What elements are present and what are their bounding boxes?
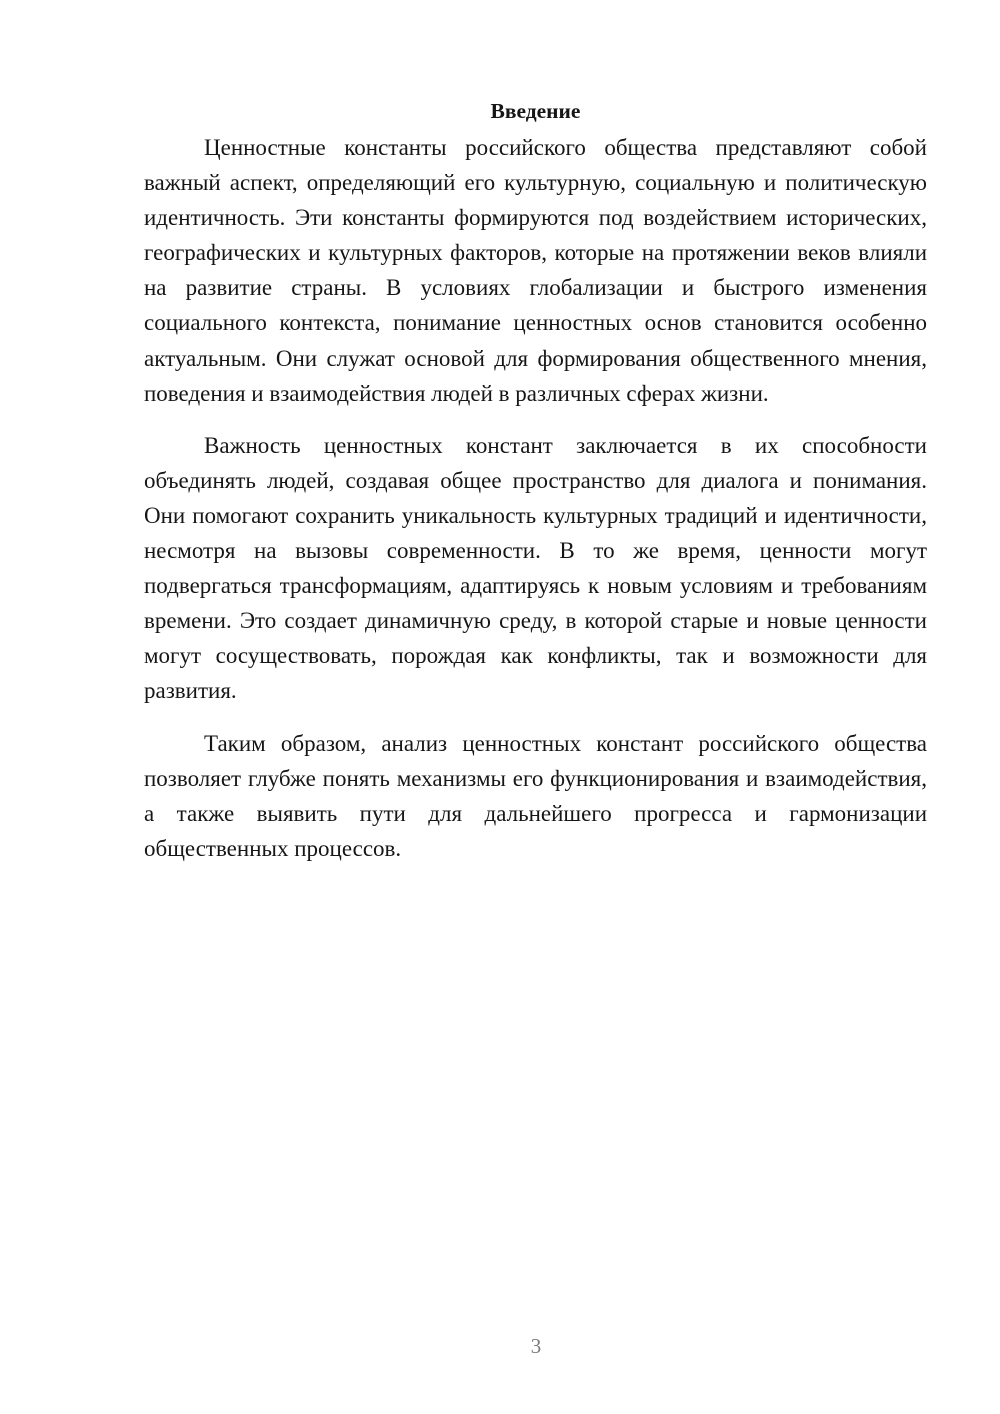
paragraph-3: Таким образом, анализ ценностных констант российского общества позволяет глубже понять механизмы его функционирования и взаимодействия, а также выявить пути для дальнейшего прогресса и гармонизации общественных процессов. xyxy=(144,730,927,861)
page-content xyxy=(144,94,927,866)
paragraph-1: Ценностные константы российского общества представляют собой важный аспект, определяющий его культурную, социальную и политическую идентичность. Эти константы формируются под воздействием исторических, географических и культурных факторов, которые на протяжении веков влияли на развитие страны. В условиях глобализации и быстрого изменения социального контекста, понимание ценностных основ становится особенно актуальным. Они служат основой для формирования общественного мнения, поведения и взаимодействия людей в различных сферах жизни. xyxy=(144,135,927,406)
page-number: 3 xyxy=(530,1334,542,1358)
section-heading: Введение xyxy=(490,99,581,123)
paragraph-2: Важность ценностных констант заключается в их способности объединять людей, создавая общее пространство для диалога и понимания. Они помогают сохранить уникальность культурных традиций и идентичности, несмотря на вызовы современности. В то же время, ценности могут подвергаться трансформациям, адаптируясь к новым условиям и требованиям времени. Это создает динамичную среду, в которой старые и новые ценности могут сосуществовать, порождая как конфликты, так и возможности для развития. xyxy=(144,432,927,704)
